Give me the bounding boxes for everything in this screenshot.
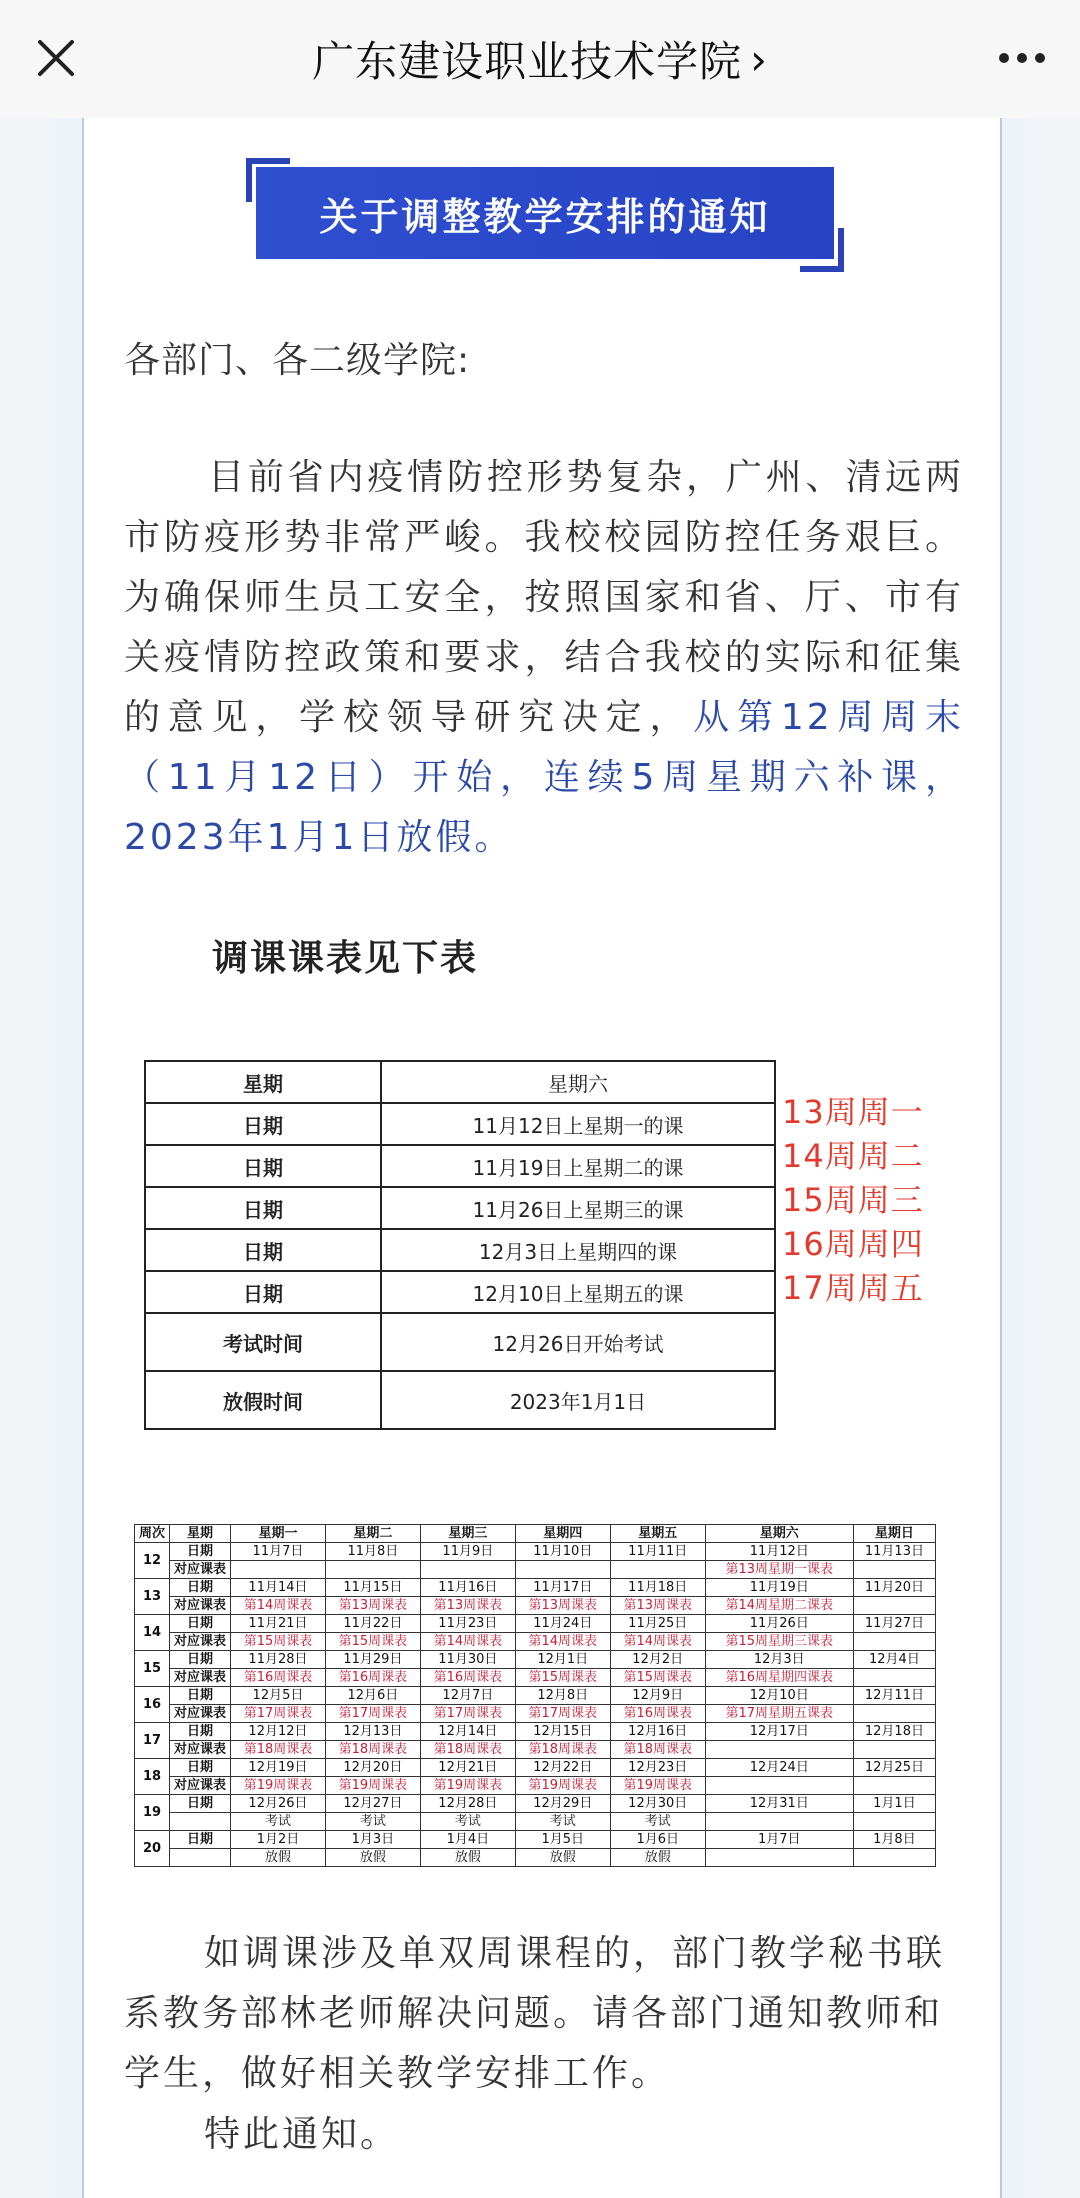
schedule-map-row bbox=[135, 1561, 936, 1579]
date-cell: 12月17日 bbox=[705, 1723, 853, 1741]
map-cell: 第14周星期二课表 bbox=[705, 1597, 853, 1615]
date-cell: 12月8日 bbox=[515, 1687, 610, 1705]
map-cell bbox=[705, 1849, 853, 1867]
map-cell: 第13周星期一课表 bbox=[705, 1561, 853, 1579]
map-cell: 第17周课表 bbox=[325, 1705, 420, 1723]
date-cell: 1月5日 bbox=[515, 1831, 610, 1849]
bracket-decoration bbox=[800, 228, 844, 272]
schedule-header-cell: 星期 bbox=[170, 1525, 231, 1543]
date-cell: 1月7日 bbox=[705, 1831, 853, 1849]
table-row bbox=[145, 1103, 775, 1145]
date-cell: 1月6日 bbox=[610, 1831, 705, 1849]
map-cell bbox=[231, 1561, 326, 1579]
map-cell bbox=[853, 1597, 935, 1615]
schedule-map-row bbox=[135, 1669, 936, 1687]
date-cell: 12月21日 bbox=[420, 1759, 515, 1777]
week-number: 15 bbox=[135, 1651, 170, 1687]
map-cell: 第14周课表 bbox=[515, 1633, 610, 1651]
date-cell: 12月4日 bbox=[853, 1651, 935, 1669]
row-label: 日期 bbox=[145, 1229, 381, 1271]
row-value: 12月10日上星期五的课 bbox=[381, 1271, 775, 1313]
schedule-date-row bbox=[135, 1651, 936, 1669]
date-cell: 12月13日 bbox=[325, 1723, 420, 1741]
date-cell: 11月7日 bbox=[231, 1543, 326, 1561]
row-value: 11月19日上星期二的课 bbox=[381, 1145, 775, 1187]
date-cell: 12月29日 bbox=[515, 1795, 610, 1813]
table-row bbox=[145, 1271, 775, 1313]
date-cell: 12月31日 bbox=[705, 1795, 853, 1813]
chevron-right-icon: › bbox=[750, 34, 768, 84]
date-cell: 11月23日 bbox=[420, 1615, 515, 1633]
date-cell: 12月10日 bbox=[705, 1687, 853, 1705]
schedule-date-row bbox=[135, 1723, 936, 1741]
map-cell bbox=[610, 1561, 705, 1579]
semester-schedule-table bbox=[134, 1524, 936, 1867]
account-name: 广东建设职业技术学院 bbox=[312, 37, 743, 86]
schedule-map-row bbox=[135, 1705, 936, 1723]
date-cell: 12月9日 bbox=[610, 1687, 705, 1705]
date-cell: 12月28日 bbox=[420, 1795, 515, 1813]
date-cell: 12月14日 bbox=[420, 1723, 515, 1741]
date-cell: 11月18日 bbox=[610, 1579, 705, 1597]
schedule-date-row bbox=[135, 1543, 936, 1561]
date-label: 日期 bbox=[170, 1579, 231, 1597]
date-cell: 12月7日 bbox=[420, 1687, 515, 1705]
date-cell: 1月1日 bbox=[853, 1795, 935, 1813]
map-cell: 第18周课表 bbox=[610, 1741, 705, 1759]
schedule-date-row bbox=[135, 1687, 936, 1705]
row-label: 放假时间 bbox=[145, 1371, 381, 1429]
date-cell: 11月19日 bbox=[705, 1579, 853, 1597]
map-cell: 第15周课表 bbox=[231, 1633, 326, 1651]
row-label: 日期 bbox=[145, 1145, 381, 1187]
date-cell: 12月5日 bbox=[231, 1687, 326, 1705]
date-cell: 12月20日 bbox=[325, 1759, 420, 1777]
schedule-header-cell: 星期六 bbox=[705, 1525, 853, 1543]
map-cell bbox=[705, 1741, 853, 1759]
date-label: 日期 bbox=[170, 1615, 231, 1633]
date-label: 日期 bbox=[170, 1651, 231, 1669]
week-number: 16 bbox=[135, 1687, 170, 1723]
schedule-date-row bbox=[135, 1795, 936, 1813]
closing-paragraph: 如调课涉及单双周课程的，部门教学秘书联系教务部林老师解决问题。请各部门通知教师和学生，做好相关教学安排工作。 bbox=[124, 1933, 946, 2094]
schedule-header-cell: 星期三 bbox=[420, 1525, 515, 1543]
schedule-header-cell: 周次 bbox=[135, 1525, 170, 1543]
map-cell bbox=[853, 1705, 935, 1723]
map-cell: 第15周课表 bbox=[610, 1669, 705, 1687]
date-cell: 1月2日 bbox=[231, 1831, 326, 1849]
map-cell: 第19周课表 bbox=[515, 1777, 610, 1795]
date-label: 日期 bbox=[170, 1831, 231, 1849]
schedule-date-row bbox=[135, 1615, 936, 1633]
table-row bbox=[145, 1145, 775, 1187]
map-cell: 第13周课表 bbox=[420, 1597, 515, 1615]
header-cell: 星期 bbox=[145, 1061, 381, 1103]
map-cell: 第15周课表 bbox=[515, 1669, 610, 1687]
map-cell: 第17周课表 bbox=[420, 1705, 515, 1723]
map-cell: 第14周课表 bbox=[420, 1633, 515, 1651]
date-cell: 12月27日 bbox=[325, 1795, 420, 1813]
map-cell: 第14周课表 bbox=[231, 1597, 326, 1615]
date-cell: 11月20日 bbox=[853, 1579, 935, 1597]
date-cell: 11月25日 bbox=[610, 1615, 705, 1633]
map-cell: 放假 bbox=[515, 1849, 610, 1867]
row-label: 日期 bbox=[145, 1271, 381, 1313]
map-cell bbox=[853, 1741, 935, 1759]
row-value: 11月26日上星期三的课 bbox=[381, 1187, 775, 1229]
map-cell: 考试 bbox=[231, 1813, 326, 1831]
map-cell bbox=[853, 1669, 935, 1687]
map-label: 对应课表 bbox=[170, 1705, 231, 1723]
schedule-map-row bbox=[135, 1777, 936, 1795]
date-cell: 12月6日 bbox=[325, 1687, 420, 1705]
map-cell bbox=[420, 1561, 515, 1579]
date-cell: 12月12日 bbox=[231, 1723, 326, 1741]
schedule-header-cell: 星期二 bbox=[325, 1525, 420, 1543]
map-label: 对应课表 bbox=[170, 1561, 231, 1579]
row-label: 日期 bbox=[145, 1187, 381, 1229]
week-number: 12 bbox=[135, 1543, 170, 1579]
date-cell: 12月11日 bbox=[853, 1687, 935, 1705]
salutation: 各部门、各二级学院: bbox=[124, 340, 471, 381]
close-icon[interactable] bbox=[28, 30, 84, 86]
date-label: 日期 bbox=[170, 1759, 231, 1777]
table-row bbox=[145, 1229, 775, 1271]
map-cell: 第19周课表 bbox=[231, 1777, 326, 1795]
map-cell bbox=[705, 1813, 853, 1831]
map-cell: 第14周课表 bbox=[610, 1633, 705, 1651]
date-cell: 1月8日 bbox=[853, 1831, 935, 1849]
date-cell: 1月4日 bbox=[420, 1831, 515, 1849]
map-cell: 第17周课表 bbox=[231, 1705, 326, 1723]
date-cell: 12月18日 bbox=[853, 1723, 935, 1741]
map-cell: 第16周课表 bbox=[610, 1705, 705, 1723]
date-cell: 12月25日 bbox=[853, 1759, 935, 1777]
map-cell: 放假 bbox=[420, 1849, 515, 1867]
schedule-map-row bbox=[135, 1741, 936, 1759]
date-cell: 11月13日 bbox=[853, 1543, 935, 1561]
date-cell: 1月3日 bbox=[325, 1831, 420, 1849]
date-cell: 12月15日 bbox=[515, 1723, 610, 1741]
map-cell: 第19周课表 bbox=[420, 1777, 515, 1795]
schedule-date-row bbox=[135, 1759, 936, 1777]
date-cell: 12月2日 bbox=[610, 1651, 705, 1669]
more-options-icon[interactable] bbox=[992, 34, 1052, 82]
map-cell: 第17周星期五课表 bbox=[705, 1705, 853, 1723]
schedule-map-row bbox=[135, 1597, 936, 1615]
date-cell: 11月24日 bbox=[515, 1615, 610, 1633]
map-cell: 第16周课表 bbox=[325, 1669, 420, 1687]
notice-title-banner bbox=[246, 152, 844, 272]
map-cell bbox=[853, 1813, 935, 1831]
week-number: 17 bbox=[135, 1723, 170, 1759]
table-heading: 调课课表见下表 bbox=[212, 938, 479, 979]
map-cell: 考试 bbox=[325, 1813, 420, 1831]
date-cell: 12月23日 bbox=[610, 1759, 705, 1777]
schedule-header-cell: 星期四 bbox=[515, 1525, 610, 1543]
map-cell bbox=[325, 1561, 420, 1579]
schedule-map-row bbox=[135, 1633, 936, 1651]
map-label: 对应课表 bbox=[170, 1741, 231, 1759]
map-cell: 第18周课表 bbox=[515, 1741, 610, 1759]
map-cell bbox=[853, 1561, 935, 1579]
week-number: 18 bbox=[135, 1759, 170, 1795]
date-cell: 11月14日 bbox=[231, 1579, 326, 1597]
date-cell: 12月3日 bbox=[705, 1651, 853, 1669]
week-note: 13周周一 bbox=[782, 1093, 924, 1131]
week-number: 20 bbox=[135, 1831, 170, 1867]
map-label: 对应课表 bbox=[170, 1669, 231, 1687]
row-value: 12月26日开始考试 bbox=[381, 1313, 775, 1371]
row-value: 11月12日上星期一的课 bbox=[381, 1103, 775, 1145]
date-cell: 12月26日 bbox=[231, 1795, 326, 1813]
date-cell: 12月24日 bbox=[705, 1759, 853, 1777]
map-cell: 考试 bbox=[420, 1813, 515, 1831]
map-cell: 第19周课表 bbox=[325, 1777, 420, 1795]
table-row bbox=[145, 1313, 775, 1371]
week-number: 13 bbox=[135, 1579, 170, 1615]
date-cell: 11月10日 bbox=[515, 1543, 610, 1561]
schedule-header-cell: 星期一 bbox=[231, 1525, 326, 1543]
date-cell: 11月17日 bbox=[515, 1579, 610, 1597]
map-label: 对应课表 bbox=[170, 1777, 231, 1795]
week-note: 16周周四 bbox=[782, 1225, 924, 1263]
map-cell: 考试 bbox=[610, 1813, 705, 1831]
map-cell: 第16周课表 bbox=[231, 1669, 326, 1687]
week-number: 19 bbox=[135, 1795, 170, 1831]
date-cell: 11月15日 bbox=[325, 1579, 420, 1597]
map-cell: 放假 bbox=[231, 1849, 326, 1867]
week-note: 15周周三 bbox=[782, 1181, 924, 1219]
schedule-map-row bbox=[135, 1849, 936, 1867]
row-label: 考试时间 bbox=[145, 1313, 381, 1371]
date-cell: 12月22日 bbox=[515, 1759, 610, 1777]
body-highlight: 从第12周周末（11月12日）开始，连续5周星期六补课，2023年1月1日放假。 bbox=[124, 697, 964, 858]
date-label: 日期 bbox=[170, 1723, 231, 1741]
date-label: 日期 bbox=[170, 1687, 231, 1705]
date-cell: 12月19日 bbox=[231, 1759, 326, 1777]
map-cell: 第13周课表 bbox=[325, 1597, 420, 1615]
map-cell: 第18周课表 bbox=[231, 1741, 326, 1759]
map-cell: 第15周星期三课表 bbox=[705, 1633, 853, 1651]
map-cell bbox=[853, 1633, 935, 1651]
map-cell bbox=[853, 1849, 935, 1867]
row-label: 日期 bbox=[145, 1103, 381, 1145]
week-note: 14周周二 bbox=[782, 1137, 924, 1175]
row-value: 12月3日上星期四的课 bbox=[381, 1229, 775, 1271]
sign-off: 特此通知。 bbox=[204, 2114, 400, 2155]
date-cell: 12月16日 bbox=[610, 1723, 705, 1741]
title-box bbox=[256, 167, 834, 259]
body-text: 目前省内疫情防控形势复杂，广州、清远两市防疫形势非常严峻。我校校园防控任务艰巨。为确保师生员工安全，按照国家和省、厅、市有关疫情防控政策和要求，结合我校的实际和征集的意见，学校领导研究决定， bbox=[124, 457, 964, 738]
map-cell: 放假 bbox=[325, 1849, 420, 1867]
date-cell: 11月12日 bbox=[705, 1543, 853, 1561]
date-cell: 11月30日 bbox=[420, 1651, 515, 1669]
date-label: 日期 bbox=[170, 1543, 231, 1561]
map-cell bbox=[705, 1777, 853, 1795]
map-label: 对应课表 bbox=[170, 1597, 231, 1615]
schedule-map-row bbox=[135, 1813, 936, 1831]
map-cell: 第16周课表 bbox=[420, 1669, 515, 1687]
map-cell: 第16周星期四课表 bbox=[705, 1669, 853, 1687]
map-label: 对应课表 bbox=[170, 1633, 231, 1651]
date-cell: 12月1日 bbox=[515, 1651, 610, 1669]
week-number: 14 bbox=[135, 1615, 170, 1651]
map-cell bbox=[853, 1777, 935, 1795]
map-label bbox=[170, 1813, 231, 1831]
map-cell: 第13周课表 bbox=[515, 1597, 610, 1615]
schedule-date-row bbox=[135, 1579, 936, 1597]
notice-title: 关于调整教学安排的通知 bbox=[319, 194, 771, 239]
date-cell: 11月27日 bbox=[853, 1615, 935, 1633]
account-title-link[interactable] bbox=[312, 29, 768, 89]
date-cell: 11月16日 bbox=[420, 1579, 515, 1597]
date-label: 日期 bbox=[170, 1795, 231, 1813]
date-cell: 11月9日 bbox=[420, 1543, 515, 1561]
map-cell bbox=[515, 1561, 610, 1579]
date-cell: 11月21日 bbox=[231, 1615, 326, 1633]
date-cell: 11月26日 bbox=[705, 1615, 853, 1633]
map-cell: 考试 bbox=[515, 1813, 610, 1831]
week-note: 17周周五 bbox=[782, 1269, 924, 1307]
map-cell: 第13周课表 bbox=[610, 1597, 705, 1615]
date-cell: 11月28日 bbox=[231, 1651, 326, 1669]
table-row bbox=[145, 1371, 775, 1429]
map-cell: 第18周课表 bbox=[325, 1741, 420, 1759]
schedule-date-row bbox=[135, 1831, 936, 1849]
map-cell: 第18周课表 bbox=[420, 1741, 515, 1759]
date-cell: 12月30日 bbox=[610, 1795, 705, 1813]
makeup-class-table bbox=[144, 1060, 776, 1430]
date-cell: 11月29日 bbox=[325, 1651, 420, 1669]
schedule-header-row bbox=[135, 1525, 936, 1543]
row-value: 2023年1月1日 bbox=[381, 1371, 775, 1429]
schedule-header-cell: 星期日 bbox=[853, 1525, 935, 1543]
map-cell: 放假 bbox=[610, 1849, 705, 1867]
table-header-row bbox=[145, 1061, 775, 1103]
header-cell: 星期六 bbox=[381, 1061, 775, 1103]
map-label bbox=[170, 1849, 231, 1867]
notice-body bbox=[124, 448, 964, 868]
map-cell: 第15周课表 bbox=[325, 1633, 420, 1651]
map-cell: 第19周课表 bbox=[610, 1777, 705, 1795]
date-cell: 11月22日 bbox=[325, 1615, 420, 1633]
schedule-header-cell: 星期五 bbox=[610, 1525, 705, 1543]
table-row bbox=[145, 1187, 775, 1229]
date-cell: 11月8日 bbox=[325, 1543, 420, 1561]
date-cell: 11月11日 bbox=[610, 1543, 705, 1561]
map-cell: 第17周课表 bbox=[515, 1705, 610, 1723]
top-nav-bar bbox=[0, 0, 1080, 118]
